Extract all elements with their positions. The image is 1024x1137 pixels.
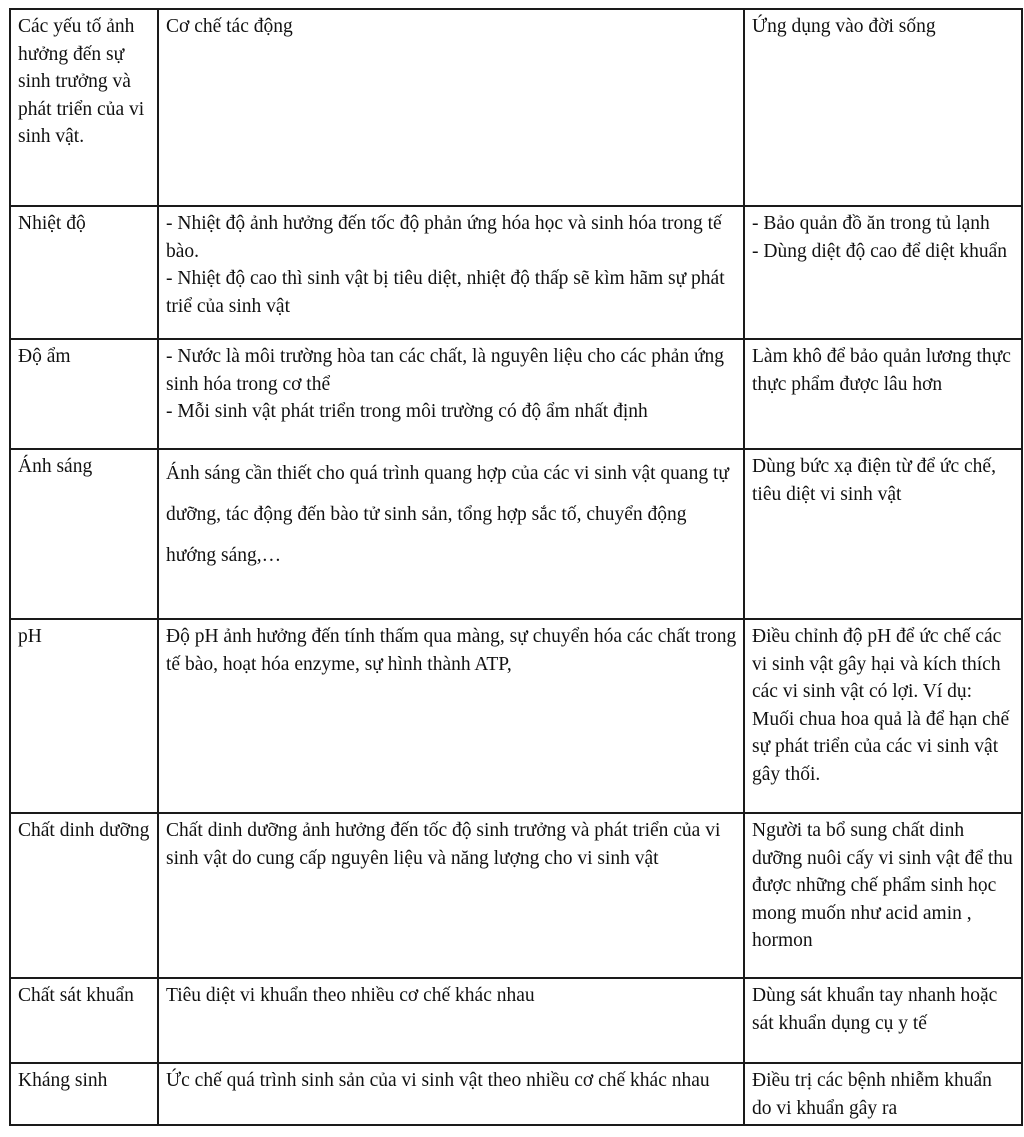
mechanism-cell — [158, 206, 744, 339]
mechanism-cell — [158, 619, 744, 813]
header-factor: Các yếu tố ảnh hưởng đến sự sinh trưởng và phát triển của vi sinh vật. — [10, 9, 158, 206]
table-row-ph — [10, 619, 1022, 813]
factor-cell: Nhiệt độ — [10, 206, 158, 339]
mechanism-line: - Nhiệt độ cao thì sinh vật bị tiêu diệt, nhiệt độ thấp sẽ kìm hãm sự phát triể của sinh vật — [166, 268, 725, 317]
table-row-temperature — [10, 206, 1022, 339]
mechanism-line: Chất dinh dưỡng ảnh hưởng đến tốc độ sinh trưởng và phát triển của vi sinh vật do cung cấp nguyên liệu và năng lượng cho vi sinh vật — [166, 820, 721, 869]
table-row-humidity — [10, 339, 1022, 449]
mechanism-line: - Nhiệt độ ảnh hưởng đến tốc độ phản ứng hóa học và sinh hóa trong tế bào. — [166, 213, 722, 262]
mechanism-line: Ánh sáng cần thiết cho quá trình quang hợp của các vi sinh vật quang tự dưỡng, tác động đến bào tử sinh sản, tổng hợp sắc tố, chuyển động hướng sáng,… — [166, 463, 729, 566]
table-row-light — [10, 449, 1022, 619]
header-mechanism: Cơ chế tác động — [158, 9, 744, 206]
application-cell — [744, 619, 1022, 813]
application-cell — [744, 206, 1022, 339]
factors-table — [9, 8, 1023, 1126]
mechanism-line: - Mỗi sinh vật phát triển trong môi trường có độ ẩm nhất định — [166, 401, 648, 422]
application-line: Dùng sát khuẩn tay nhanh hoặc sát khuẩn dụng cụ y tế — [752, 985, 998, 1034]
mechanism-line: Độ pH ảnh hưởng đến tính thấm qua màng, sự chuyển hóa các chất trong tế bào, hoạt hóa enzyme, sự hình thành ATP, — [166, 626, 737, 675]
header-application: Ứng dụng vào đời sống — [744, 9, 1022, 206]
table-row-nutrients — [10, 813, 1022, 978]
application-cell — [744, 813, 1022, 978]
application-cell — [744, 339, 1022, 449]
factor-cell: Ánh sáng — [10, 449, 158, 619]
mechanism-cell — [158, 339, 744, 449]
mechanism-line: - Nước là môi trường hòa tan các chất, là nguyên liệu cho các phản ứng sinh hóa trong cơ thể — [166, 346, 725, 395]
mechanism-line: Ức chế quá trình sinh sản của vi sinh vật theo nhiều cơ chế khác nhau — [166, 1070, 710, 1091]
application-cell — [744, 1063, 1022, 1125]
table-row-antibiotic — [10, 1063, 1022, 1125]
mechanism-cell — [158, 1063, 744, 1125]
factor-cell: Chất sát khuẩn — [10, 978, 158, 1063]
table-row-antiseptic — [10, 978, 1022, 1063]
application-cell — [744, 449, 1022, 619]
mechanism-cell — [158, 978, 744, 1063]
application-line: Điều chỉnh độ pH để ức chế các vi sinh vật gây hại và kích thích các vi sinh vật có lợi. Ví dụ: Muối chua hoa quả là để hạn chế sự phát triển của các vi sinh vật gây thối. — [752, 626, 1010, 785]
application-line: Người ta bổ sung chất dinh dưỡng nuôi cấy vi sinh vật để thu được những chế phẩm sinh học mong muốn như acid amin , hormon — [752, 820, 1013, 951]
application-line: Điều trị các bệnh nhiễm khuẩn do vi khuẩn gây ra — [752, 1070, 992, 1119]
application-line: Dùng bức xạ điện từ để ức chế, tiêu diệt vi sinh vật — [752, 456, 996, 505]
factor-cell: Kháng sinh — [10, 1063, 158, 1125]
factor-cell: pH — [10, 619, 158, 813]
mechanism-line: Tiêu diệt vi khuẩn theo nhiều cơ chế khác nhau — [166, 985, 535, 1006]
factor-cell: Độ ẩm — [10, 339, 158, 449]
table-header-row — [10, 9, 1022, 206]
application-line: - Dùng diệt độ cao để diệt khuẩn — [752, 240, 1008, 262]
application-line: Làm khô để bảo quản lương thực thực phẩm được lâu hơn — [752, 346, 1011, 395]
factor-cell: Chất dinh dưỡng — [10, 813, 158, 978]
application-cell — [744, 978, 1022, 1063]
mechanism-cell — [158, 449, 744, 619]
mechanism-cell — [158, 813, 744, 978]
application-line: - Bảo quản đồ ăn trong tủ lạnh — [752, 213, 990, 234]
